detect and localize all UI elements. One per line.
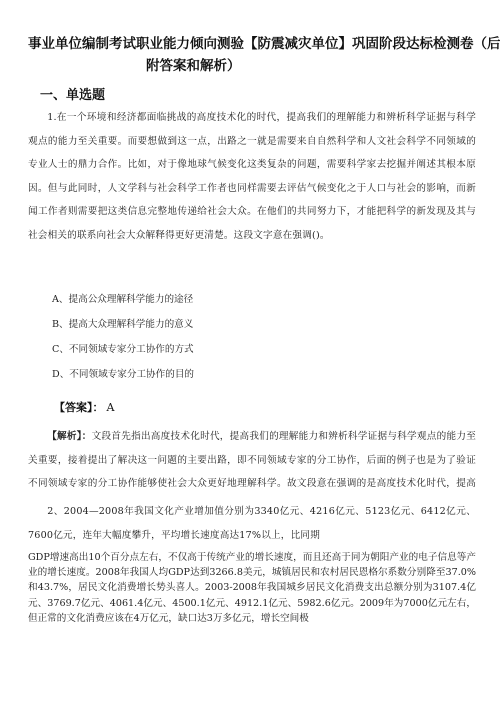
option-d: D、不同领域专家分工协作的目的 <box>52 369 195 380</box>
title-line-2: 附答案和解析） <box>146 58 241 74</box>
option-b: B、提高大众理解科学能力的意义 <box>52 319 194 330</box>
document-title <box>28 33 500 77</box>
explanation-label: 【解析】： <box>47 431 92 442</box>
question-2-stem: 2、2004—2008年我国文化产业增加值分别为3340亿元、4216亿元、5123亿元、6412亿元、7600亿元，连年大幅度攀升，平均增长速度高达17%以上，比同期 <box>28 506 476 541</box>
section-heading: 一、单选题 <box>40 88 106 103</box>
option-c: C、不同领域专家分工协作的方式 <box>52 344 194 355</box>
question-2-continuation: GDP增速高出10个百分点左右，不仅高于传统产业的增长速度，而且还高于同为朝阳产业的电子信息等产业的增长速度。2008年我国人均GDP达到3266.8美元，城镇居民和农村居民恩格尔系数分别降至37.0%和43.7%，居民文化消费增长势头喜人。2003-2008年我国城乡居民文化消费支出总额分别为3107.4亿元、3769.7亿元、4061.4亿元、4500.1亿元、4912.1亿元、5982.6亿元。2009年为7000亿元左右，但正常的文化消费应该在4万亿元，缺口达3万多亿元，增长空间极 <box>28 552 476 624</box>
explanation <box>28 425 476 499</box>
question-1-stem: 1.在一个环境和经济都面临挑战的高度技术化的时代，提高我们的理解能力和辨析科学证据与科学观点的能力至关重要。而要想做到这一点，出路之一就是需要来自自然科学和人文社会科学不同领域的专业人士的鼎力合作。比如，对于像地球气候变化这类复杂的问题，需要科学家去挖掘并阐述其根本原因。但与此同时，人文学科与社会科学工作者也同样需要去评估气候变化之于人口与社会的影响，而新闻工作者则需要把这类信息完整地传递给社会大众。在他们的共同努力下，才能把科学的新发现及其与社会相关的联系向社会大众解释得更好更清楚。这段文字意在强调()。 <box>28 112 476 241</box>
title-line-1: 事业单位编制考试职业能力倾向测验【防震减灾单位】巩固阶段达标检测卷（后 <box>28 36 500 52</box>
option-a: A、提高公众理解科学能力的途径 <box>52 294 194 305</box>
answer-label: 【答案】： <box>54 401 104 414</box>
answer-value: A <box>106 401 115 414</box>
answer-line <box>54 399 114 415</box>
explanation-text: 文段首先指出高度技术化时代，提高我们的理解能力和辨析科学证据与科学观点的能力至关重要，接着提出了解决这一问题的主要出路，即不同领域专家的分工协作，后面的例子也是为了验证不同领域专家的分工协作能够使社会大众更好地理解科学。故文段意在强调的是高度技术化时代，提高 <box>28 431 476 490</box>
